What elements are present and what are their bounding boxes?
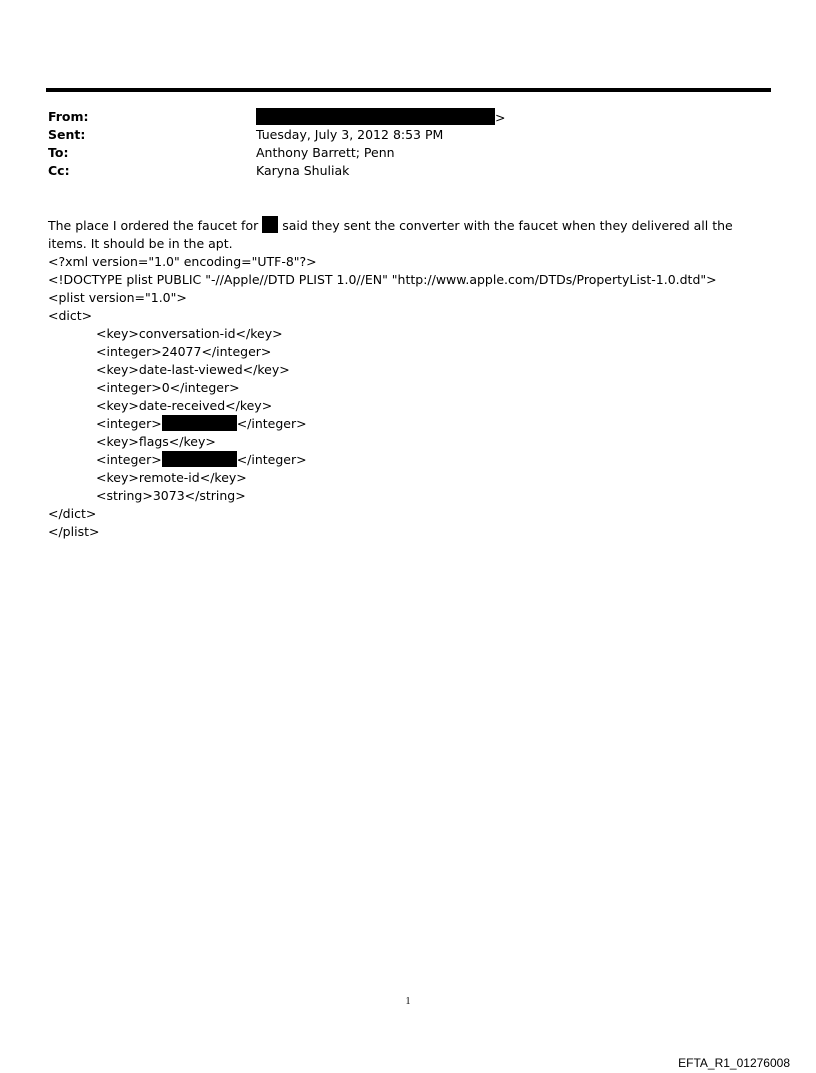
email-header [48,108,748,180]
redaction-box [262,216,278,233]
xml-declaration: <?xml version="1.0" encoding="UTF-8"?> [48,254,317,269]
message-body [48,216,763,541]
redaction-box [256,108,495,125]
plist-close: </plist> [48,524,100,539]
dict-close: </dict> [48,506,97,521]
cc-row [48,162,748,180]
bates-number: EFTA_R1_01276008 [678,1056,790,1070]
paragraph-text-end: said they sent the converter with the faucet when they delivered all the items. It should be in the apt. [48,218,733,251]
integer-open-tag: <integer> [96,452,162,467]
redaction-box [162,451,237,467]
key-date-last-viewed: <key>date-last-viewed</key> [96,362,290,377]
integer-open-tag: <integer> [96,416,162,431]
string-remote-id: <string>3073</string> [96,488,246,503]
redaction-box [162,415,237,431]
integer-close-tag: </integer> [236,452,307,467]
to-label: To: [48,145,69,160]
integer-conversation-id: <integer>24077</integer> [96,344,272,359]
from-row [48,108,748,126]
doctype-line: <!DOCTYPE plist PUBLIC "-//Apple//DTD PLIST 1.0//EN" "http://www.apple.com/DTDs/PropertyList-1.0.dtd"> [48,272,717,287]
dict-open: <dict> [48,308,93,323]
to-value: Anthony Barrett; Penn [256,145,395,160]
paragraph-text-start: The place I ordered the faucet for [48,218,259,233]
from-label: From: [48,109,89,124]
key-remote-id: <key>remote-id</key> [96,470,247,485]
integer-date-last-viewed: <integer>0</integer> [96,380,240,395]
cc-value: Karyna Shuliak [256,163,350,178]
from-value [256,108,505,127]
sent-row [48,126,748,144]
key-flags: <key>flags</key> [96,434,216,449]
from-suffix: > [495,110,506,125]
sent-label: Sent: [48,127,86,142]
message-paragraph [48,216,763,253]
integer-close-tag: </integer> [236,416,307,431]
sent-value: Tuesday, July 3, 2012 8:53 PM [256,127,444,142]
header-rule [46,88,771,92]
key-conversation-id: <key>conversation-id</key> [96,326,283,341]
integer-date-received [48,415,763,433]
cc-label: Cc: [48,163,70,178]
page-number: 1 [405,996,411,1007]
to-row [48,144,748,162]
integer-flags [48,451,763,469]
key-date-received: <key>date-received</key> [96,398,273,413]
plist-open: <plist version="1.0"> [48,290,187,305]
